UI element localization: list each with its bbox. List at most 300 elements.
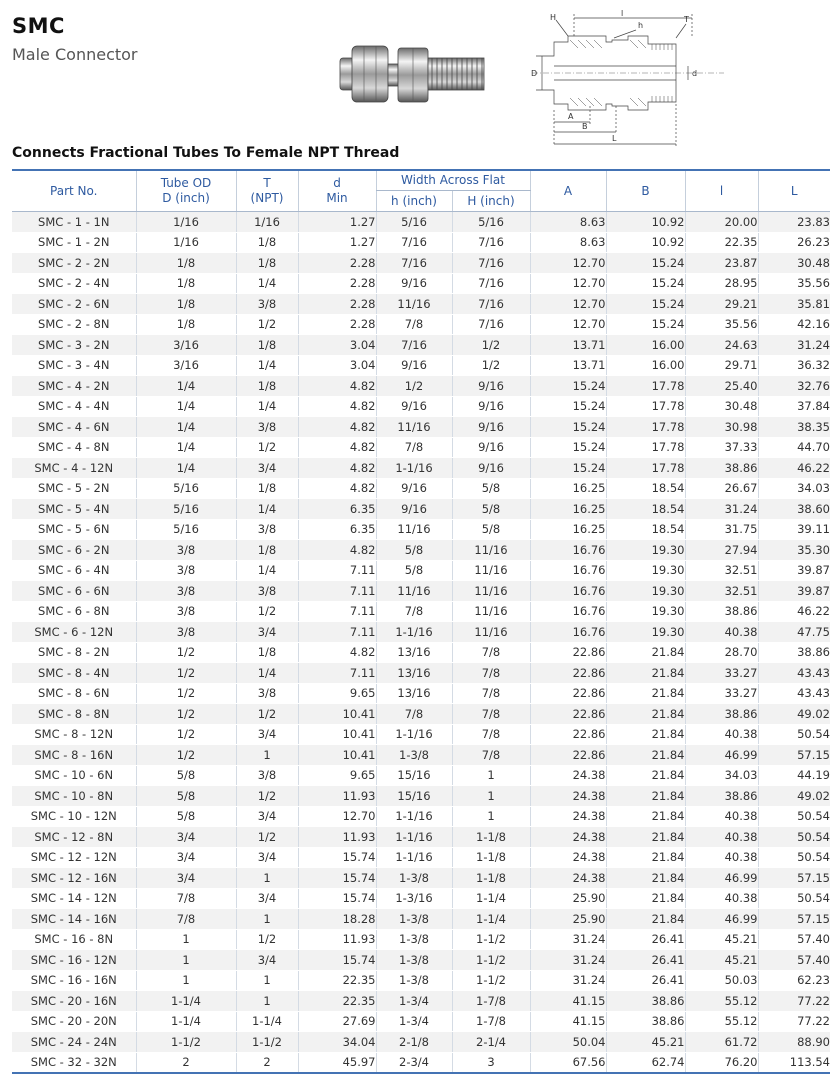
cell-thread-t: 3/4 [236,724,298,745]
cell-flat-h-small: 9/16 [376,273,452,294]
cell-dim-l-large: 88.90 [758,1032,830,1053]
cell-bore-d: 2.28 [298,294,376,315]
table-row [12,765,830,786]
cell-flat-h-large: 1 [452,786,530,807]
cell-bore-d: 7.11 [298,601,376,622]
cell-dim-a: 67.56 [530,1052,606,1073]
cell-flat-h-large: 9/16 [452,458,530,479]
table-row [12,704,830,725]
cell-bore-d: 7.11 [298,622,376,643]
cell-dim-b: 21.84 [606,888,685,909]
cell-dim-a: 22.86 [530,704,606,725]
cell-part-no: SMC - 24 - 24N [12,1032,136,1053]
label-h: h [638,21,644,30]
th-h-large: H (inch) [452,191,530,212]
cell-bore-d: 4.82 [298,458,376,479]
table-row [12,970,830,991]
cell-dim-l-large: 31.24 [758,335,830,356]
cell-flat-h-small: 7/8 [376,437,452,458]
cell-bore-d: 2.28 [298,253,376,274]
cell-dim-l-small: 40.38 [685,622,758,643]
cell-thread-t: 1/2 [236,704,298,725]
cell-dim-a: 16.25 [530,519,606,540]
cell-bore-d: 7.11 [298,560,376,581]
cell-dim-l-large: 57.15 [758,909,830,930]
cell-tube-od: 3/16 [136,335,236,356]
cell-thread-t: 1/8 [236,232,298,253]
cell-dim-a: 16.25 [530,499,606,520]
cell-flat-h-small: 11/16 [376,294,452,315]
cell-flat-h-small: 1-3/4 [376,1011,452,1032]
cell-flat-h-large: 9/16 [452,396,530,417]
table-row [12,253,830,274]
cell-tube-od: 1/2 [136,663,236,684]
cell-flat-h-small: 1-3/8 [376,909,452,930]
cell-flat-h-large: 1 [452,765,530,786]
cell-dim-l-large: 50.54 [758,847,830,868]
cell-dim-l-large: 47.75 [758,622,830,643]
table-row [12,519,830,540]
table-row [12,909,830,930]
cell-flat-h-small: 1-1/16 [376,827,452,848]
cell-bore-d: 1.27 [298,232,376,253]
cell-bore-d: 15.74 [298,847,376,868]
cell-part-no: SMC - 5 - 6N [12,519,136,540]
cell-flat-h-small: 11/16 [376,581,452,602]
cell-flat-h-large: 1/2 [452,355,530,376]
table-row [12,581,830,602]
cell-flat-h-small: 9/16 [376,478,452,499]
table-row [12,929,830,950]
cell-flat-h-large: 1-1/8 [452,847,530,868]
cell-part-no: SMC - 6 - 2N [12,540,136,561]
cell-dim-l-large: 113.54 [758,1052,830,1073]
cell-tube-od: 3/8 [136,540,236,561]
cell-bore-d: 22.35 [298,970,376,991]
cell-tube-od: 1/8 [136,314,236,335]
cell-flat-h-large: 9/16 [452,437,530,458]
cell-bore-d: 3.04 [298,335,376,356]
cell-dim-l-large: 49.02 [758,786,830,807]
cell-flat-h-small: 7/8 [376,314,452,335]
cell-flat-h-large: 5/16 [452,212,530,233]
cell-dim-l-small: 55.12 [685,1011,758,1032]
cell-dim-a: 16.76 [530,622,606,643]
th-a: A [530,170,606,212]
cell-dim-b: 19.30 [606,540,685,561]
cell-flat-h-small: 9/16 [376,355,452,376]
cell-tube-od: 1/8 [136,253,236,274]
cell-flat-h-large: 1-7/8 [452,1011,530,1032]
label-T: T [684,15,689,24]
product-code: SMC [12,14,65,38]
cell-flat-h-large: 1-1/2 [452,970,530,991]
dimension-table [12,169,830,1074]
cell-dim-l-large: 57.15 [758,868,830,889]
cell-dim-b: 15.24 [606,294,685,315]
cell-flat-h-small: 1-3/8 [376,745,452,766]
cell-part-no: SMC - 1 - 2N [12,232,136,253]
cell-tube-od: 1/2 [136,642,236,663]
cell-bore-d: 10.41 [298,745,376,766]
cell-dim-b: 19.30 [606,581,685,602]
cell-dim-b: 16.00 [606,355,685,376]
cell-bore-d: 7.11 [298,663,376,684]
cell-thread-t: 3/8 [236,765,298,786]
cell-flat-h-large: 2-1/4 [452,1032,530,1053]
cell-part-no: SMC - 32 - 32N [12,1052,136,1073]
cell-bore-d: 11.93 [298,786,376,807]
cell-dim-a: 16.76 [530,601,606,622]
th-t-label: T [263,176,271,190]
cell-dim-a: 24.38 [530,827,606,848]
cell-dim-l-large: 77.22 [758,991,830,1012]
cell-dim-a: 15.24 [530,376,606,397]
cell-bore-d: 2.28 [298,273,376,294]
table-row [12,601,830,622]
table-row [12,745,830,766]
cell-flat-h-small: 1-3/4 [376,991,452,1012]
cell-dim-a: 24.38 [530,847,606,868]
cell-dim-l-large: 30.48 [758,253,830,274]
cell-dim-b: 10.92 [606,232,685,253]
cell-tube-od: 7/8 [136,909,236,930]
cell-flat-h-large: 7/8 [452,642,530,663]
cell-dim-a: 24.38 [530,868,606,889]
th-t-unit: (NPT) [250,191,284,205]
cell-dim-l-small: 29.71 [685,355,758,376]
cell-dim-l-small: 33.27 [685,683,758,704]
cell-flat-h-small: 1-1/16 [376,847,452,868]
cell-dim-l-small: 25.40 [685,376,758,397]
cell-dim-l-small: 27.94 [685,540,758,561]
cell-dim-l-small: 30.98 [685,417,758,438]
cell-flat-h-small: 1-3/8 [376,970,452,991]
header-row-1 [12,170,830,191]
cell-flat-h-small: 13/16 [376,663,452,684]
cell-bore-d: 6.35 [298,519,376,540]
th-tube-od-label: Tube OD [160,176,212,190]
cell-dim-l-small: 33.27 [685,663,758,684]
cell-dim-b: 26.41 [606,950,685,971]
cell-dim-l-large: 57.15 [758,745,830,766]
th-width-across-flat: Width Across Flat [376,170,530,191]
cell-dim-l-large: 50.54 [758,724,830,745]
cell-dim-l-large: 43.43 [758,663,830,684]
cell-tube-od: 1/4 [136,458,236,479]
cell-tube-od: 1 [136,970,236,991]
cell-dim-a: 25.90 [530,888,606,909]
cell-bore-d: 4.82 [298,417,376,438]
cell-tube-od: 1/4 [136,396,236,417]
cell-part-no: SMC - 10 - 6N [12,765,136,786]
cell-thread-t: 1/8 [236,540,298,561]
cell-bore-d: 4.82 [298,376,376,397]
cell-part-no: SMC - 2 - 6N [12,294,136,315]
cell-part-no: SMC - 8 - 4N [12,663,136,684]
cell-dim-a: 41.15 [530,991,606,1012]
cell-dim-a: 16.76 [530,560,606,581]
table-row [12,888,830,909]
cell-dim-l-small: 40.38 [685,888,758,909]
cell-dim-b: 21.84 [606,827,685,848]
cell-flat-h-large: 1 [452,806,530,827]
table-row [12,458,830,479]
cell-dim-l-small: 35.56 [685,314,758,335]
cell-bore-d: 10.41 [298,724,376,745]
cell-flat-h-large: 11/16 [452,601,530,622]
cell-flat-h-small: 11/16 [376,417,452,438]
label-B: B [582,122,588,131]
cell-dim-b: 15.24 [606,273,685,294]
cell-thread-t: 1/16 [236,212,298,233]
cell-dim-l-small: 23.87 [685,253,758,274]
cell-dim-b: 21.84 [606,663,685,684]
cell-thread-t: 3/4 [236,847,298,868]
table-row [12,991,830,1012]
cell-thread-t: 1/4 [236,396,298,417]
cell-part-no: SMC - 4 - 4N [12,396,136,417]
table-row [12,540,830,561]
cell-dim-a: 15.24 [530,417,606,438]
cell-flat-h-large: 1-1/2 [452,950,530,971]
table-row [12,396,830,417]
cell-dim-a: 12.70 [530,294,606,315]
cell-tube-od: 1/2 [136,704,236,725]
table-row [12,314,830,335]
cell-thread-t: 1/8 [236,478,298,499]
cell-dim-l-small: 29.21 [685,294,758,315]
cell-tube-od: 5/8 [136,806,236,827]
cell-dim-a: 16.76 [530,540,606,561]
cell-dim-b: 45.21 [606,1032,685,1053]
cell-dim-a: 24.38 [530,765,606,786]
cell-flat-h-small: 7/16 [376,232,452,253]
cell-tube-od: 1/4 [136,437,236,458]
cell-tube-od: 1 [136,929,236,950]
cell-flat-h-small: 5/16 [376,212,452,233]
table-row [12,212,830,233]
cell-dim-l-large: 57.40 [758,929,830,950]
cell-bore-d: 2.28 [298,314,376,335]
cell-dim-l-large: 23.83 [758,212,830,233]
cell-bore-d: 4.82 [298,642,376,663]
cell-dim-l-small: 50.03 [685,970,758,991]
cell-flat-h-large: 5/8 [452,499,530,520]
label-L: L [612,134,617,143]
cell-dim-l-small: 30.48 [685,396,758,417]
th-tube-od [136,170,236,212]
cell-tube-od: 3/4 [136,868,236,889]
product-name: Male Connector [12,45,138,64]
cell-dim-l-small: 40.38 [685,724,758,745]
cell-dim-l-large: 57.40 [758,950,830,971]
cell-dim-a: 31.24 [530,929,606,950]
cell-thread-t: 1/4 [236,499,298,520]
cell-part-no: SMC - 14 - 16N [12,909,136,930]
cell-dim-b: 21.84 [606,765,685,786]
th-tube-od-unit: D (inch) [162,191,210,205]
cell-flat-h-large: 7/8 [452,724,530,745]
cell-dim-a: 31.24 [530,970,606,991]
cell-thread-t: 1/2 [236,827,298,848]
cell-part-no: SMC - 8 - 16N [12,745,136,766]
cell-tube-od: 5/8 [136,786,236,807]
cell-tube-od: 3/8 [136,601,236,622]
cell-dim-l-large: 36.32 [758,355,830,376]
cell-part-no: SMC - 12 - 12N [12,847,136,868]
cell-tube-od: 1/4 [136,376,236,397]
cell-thread-t: 1/4 [236,560,298,581]
cell-bore-d: 4.82 [298,540,376,561]
cell-dim-b: 62.74 [606,1052,685,1073]
cell-flat-h-large: 9/16 [452,417,530,438]
table-row [12,437,830,458]
cell-part-no: SMC - 8 - 2N [12,642,136,663]
cell-dim-l-small: 26.67 [685,478,758,499]
th-part-no: Part No. [12,170,136,212]
cell-thread-t: 1/8 [236,335,298,356]
th-h-small: h (inch) [376,191,452,212]
cell-part-no: SMC - 5 - 4N [12,499,136,520]
cell-tube-od: 1/8 [136,294,236,315]
cell-flat-h-small: 13/16 [376,642,452,663]
cell-flat-h-large: 1/2 [452,335,530,356]
cell-tube-od: 3/8 [136,560,236,581]
cell-thread-t: 3/4 [236,806,298,827]
cell-dim-l-large: 39.11 [758,519,830,540]
cell-dim-a: 8.63 [530,212,606,233]
cell-dim-l-large: 38.60 [758,499,830,520]
cell-dim-l-large: 32.76 [758,376,830,397]
th-d-label: d [333,176,341,190]
cell-flat-h-small: 5/8 [376,560,452,581]
table-row [12,1052,830,1073]
cell-dim-b: 17.78 [606,437,685,458]
cell-part-no: SMC - 2 - 2N [12,253,136,274]
cell-thread-t: 1-1/2 [236,1032,298,1053]
table-row [12,560,830,581]
cell-part-no: SMC - 10 - 8N [12,786,136,807]
cell-thread-t: 3/4 [236,888,298,909]
cell-dim-l-large: 35.56 [758,273,830,294]
cell-dim-l-small: 46.99 [685,909,758,930]
cell-bore-d: 11.93 [298,929,376,950]
th-b: B [606,170,685,212]
cell-part-no: SMC - 4 - 2N [12,376,136,397]
cell-tube-od: 3/8 [136,622,236,643]
cell-dim-a: 12.70 [530,253,606,274]
cell-flat-h-large: 7/8 [452,663,530,684]
cell-dim-b: 18.54 [606,519,685,540]
cell-part-no: SMC - 12 - 8N [12,827,136,848]
cell-flat-h-small: 1-3/8 [376,950,452,971]
cell-dim-l-small: 45.21 [685,950,758,971]
cell-part-no: SMC - 3 - 4N [12,355,136,376]
cell-dim-l-small: 61.72 [685,1032,758,1053]
table-row [12,335,830,356]
cell-thread-t: 1/4 [236,663,298,684]
cell-dim-l-large: 50.54 [758,888,830,909]
cell-part-no: SMC - 4 - 12N [12,458,136,479]
cell-thread-t: 3/8 [236,417,298,438]
cell-dim-a: 22.86 [530,724,606,745]
cell-bore-d: 45.97 [298,1052,376,1073]
cell-flat-h-large: 7/8 [452,683,530,704]
table-row [12,294,830,315]
cell-dim-a: 22.86 [530,663,606,684]
table-row [12,355,830,376]
cell-dim-l-large: 38.35 [758,417,830,438]
cell-part-no: SMC - 8 - 12N [12,724,136,745]
cell-flat-h-small: 1-1/16 [376,458,452,479]
cell-tube-od: 1-1/4 [136,1011,236,1032]
cell-thread-t: 3/4 [236,950,298,971]
cell-dim-a: 24.38 [530,786,606,807]
cell-dim-a: 8.63 [530,232,606,253]
cell-dim-l-large: 62.23 [758,970,830,991]
cell-flat-h-small: 13/16 [376,683,452,704]
cell-thread-t: 3/8 [236,294,298,315]
cell-bore-d: 11.93 [298,827,376,848]
table-body [12,212,830,1074]
cell-flat-h-large: 5/8 [452,519,530,540]
cell-flat-h-small: 1/2 [376,376,452,397]
cell-part-no: SMC - 5 - 2N [12,478,136,499]
cell-bore-d: 27.69 [298,1011,376,1032]
cell-flat-h-small: 9/16 [376,499,452,520]
fitting-photo [338,38,488,108]
cell-dim-l-small: 31.75 [685,519,758,540]
cell-flat-h-large: 1-1/4 [452,909,530,930]
cell-tube-od: 5/16 [136,478,236,499]
cell-dim-b: 21.84 [606,868,685,889]
cell-tube-od: 7/8 [136,888,236,909]
cell-flat-h-small: 1-1/16 [376,806,452,827]
cell-flat-h-large: 1-7/8 [452,991,530,1012]
cell-flat-h-large: 7/16 [452,273,530,294]
cell-bore-d: 4.82 [298,396,376,417]
cell-bore-d: 3.04 [298,355,376,376]
cell-thread-t: 3/4 [236,458,298,479]
cell-dim-l-small: 32.51 [685,560,758,581]
cell-dim-l-small: 40.38 [685,847,758,868]
cell-dim-a: 24.38 [530,806,606,827]
cell-tube-od: 5/8 [136,765,236,786]
cell-dim-b: 17.78 [606,417,685,438]
cell-part-no: SMC - 16 - 8N [12,929,136,950]
cell-dim-b: 26.41 [606,929,685,950]
cell-dim-a: 12.70 [530,314,606,335]
cell-dim-a: 15.24 [530,396,606,417]
cell-part-no: SMC - 4 - 8N [12,437,136,458]
cell-bore-d: 4.82 [298,437,376,458]
cell-flat-h-large: 7/16 [452,253,530,274]
cell-thread-t: 3/4 [236,622,298,643]
cell-part-no: SMC - 6 - 12N [12,622,136,643]
cell-bore-d: 22.35 [298,991,376,1012]
dimension-drawing [528,6,728,148]
cell-flat-h-small: 9/16 [376,396,452,417]
cell-tube-od: 1/2 [136,745,236,766]
cell-bore-d: 6.35 [298,499,376,520]
cell-dim-a: 13.71 [530,335,606,356]
cell-dim-l-small: 76.20 [685,1052,758,1073]
cell-dim-b: 19.30 [606,560,685,581]
cell-part-no: SMC - 8 - 8N [12,704,136,725]
label-d: d [692,69,698,78]
cell-dim-l-small: 46.99 [685,745,758,766]
